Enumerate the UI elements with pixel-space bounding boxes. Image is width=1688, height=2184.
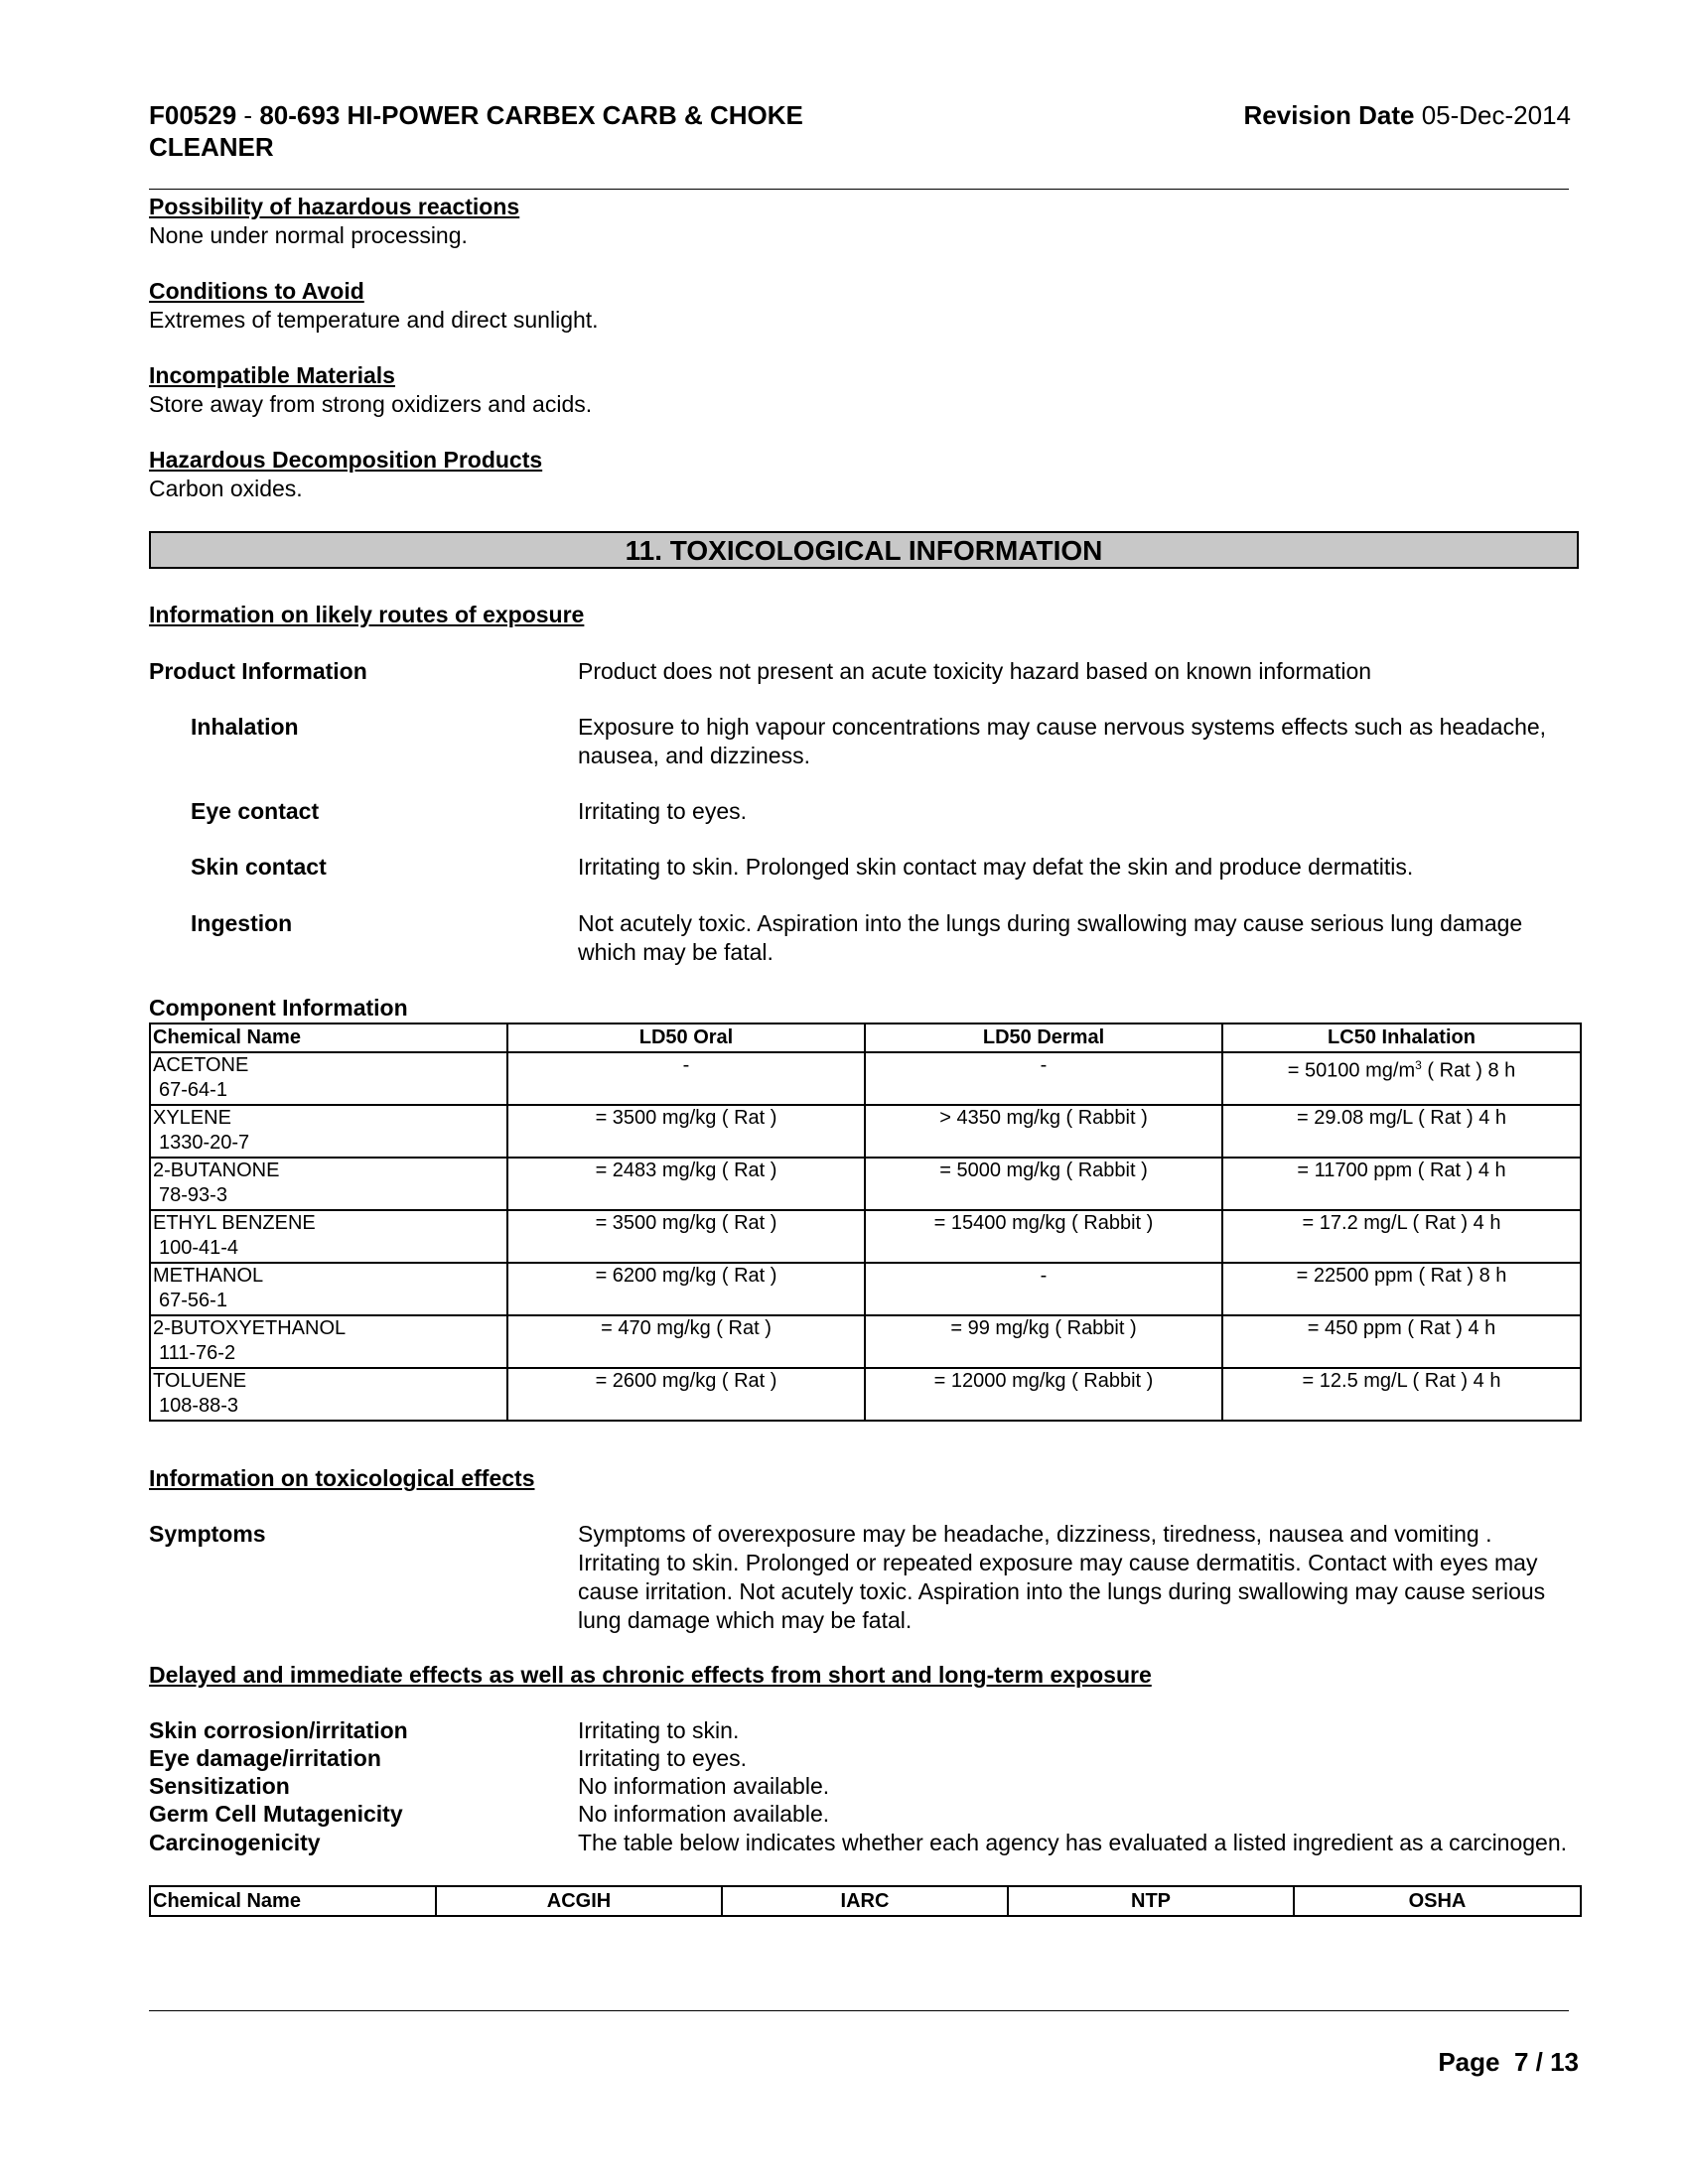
component-toxicity-table xyxy=(149,1023,1582,1422)
column-header: LC50 Inhalation xyxy=(1222,1024,1581,1052)
ld50-oral-cell: = 2483 mg/kg ( Rat ) xyxy=(507,1158,865,1210)
chemical-cell xyxy=(150,1315,507,1368)
document-title xyxy=(149,99,923,163)
incompatible-materials-text: Store away from strong oxidizers and acids. xyxy=(149,391,593,417)
ld50-oral-cell: = 2600 mg/kg ( Rat ) xyxy=(507,1368,865,1421)
column-header: ACGIH xyxy=(436,1886,722,1916)
cas-number: 100-41-4 xyxy=(159,1237,239,1259)
column-header: LD50 Oral xyxy=(507,1024,865,1052)
footer-divider xyxy=(149,2010,1569,2011)
lc50-qualifier: ( Rat ) 8 h xyxy=(1421,1059,1516,1082)
carcinogenicity-label: Carcinogenicity xyxy=(149,1830,321,1855)
carcinogenicity-text: The table below indicates whether each agency has evaluated a listed ingredient as a carcinogen. xyxy=(578,1830,1568,1855)
eye-contact-text: Irritating to eyes. xyxy=(578,798,748,824)
page-number xyxy=(1438,2047,1579,2078)
sensitization-text: No information available. xyxy=(578,1773,830,1799)
routes-of-exposure-heading: Information on likely routes of exposure xyxy=(149,602,585,627)
inhalation-text: Exposure to high vapour concentrations may cause nervous systems effects such as headache, nausea, and dizziness. xyxy=(578,714,1547,768)
product-code: F00529 xyxy=(149,100,237,130)
revision-label: Revision Date xyxy=(1243,100,1415,130)
ld50-dermal-cell: > 4350 mg/kg ( Rabbit ) xyxy=(865,1105,1222,1158)
column-header: IARC xyxy=(722,1886,1008,1916)
eye-damage-text: Irritating to eyes. xyxy=(578,1745,748,1771)
cas-number: 67-56-1 xyxy=(159,1290,227,1311)
product-information-text: Product does not present an acute toxicity hazard based on known information xyxy=(578,658,1372,684)
chemical-name: TOLUENE xyxy=(153,1370,247,1392)
symptoms-text: Symptoms of overexposure may be headache, dizziness, tiredness, nausea and vomiting . Irritating to skin. Prolonged or repeated exposure may cause dermatitis. Contact with eyes may cause irritation. Not acutely toxic. Aspiration into the lungs during swallowing may cause serious lung damage which may be fatal. xyxy=(578,1521,1546,1633)
lc50-inhalation-cell: = 450 ppm ( Rat ) 4 h xyxy=(1222,1315,1581,1368)
column-header: OSHA xyxy=(1294,1886,1581,1916)
ld50-oral-cell: - xyxy=(507,1052,865,1105)
ld50-dermal-cell: = 12000 mg/kg ( Rabbit ) xyxy=(865,1368,1222,1421)
column-header: Chemical Name xyxy=(150,1886,436,1916)
cas-number: 67-64-1 xyxy=(159,1079,227,1101)
table-header-row xyxy=(150,1886,1581,1916)
ingestion-label: Ingestion xyxy=(191,910,293,936)
column-header: LD50 Dermal xyxy=(865,1024,1222,1052)
symptoms-label: Symptoms xyxy=(149,1521,266,1547)
chemical-cell xyxy=(150,1210,507,1263)
skin-corrosion-label: Skin corrosion/irritation xyxy=(149,1717,408,1743)
product-name: 80-693 HI-POWER CARBEX CARB & CHOKE CLEANER xyxy=(149,100,803,162)
cas-number: 108-88-3 xyxy=(159,1395,239,1417)
header-divider xyxy=(149,189,1569,190)
chemical-cell xyxy=(150,1052,507,1105)
toxicological-effects-heading: Information on toxicological effects xyxy=(149,1465,535,1491)
ld50-dermal-cell: = 5000 mg/kg ( Rabbit ) xyxy=(865,1158,1222,1210)
chemical-cell xyxy=(150,1105,507,1158)
eye-contact-label: Eye contact xyxy=(191,798,320,824)
carcinogenicity-table xyxy=(149,1885,1582,1917)
page-label: Page xyxy=(1438,2047,1500,2077)
table-row xyxy=(150,1368,1581,1421)
ingestion-text: Not acutely toxic. Aspiration into the lungs during swallowing may cause serious lung damage which may be fatal. xyxy=(578,910,1523,965)
lc50-inhalation-cell: = 29.08 mg/L ( Rat ) 4 h xyxy=(1222,1105,1581,1158)
ld50-dermal-cell: = 99 mg/kg ( Rabbit ) xyxy=(865,1315,1222,1368)
lc50-value: = 50100 mg/m xyxy=(1287,1059,1416,1082)
skin-contact-label: Skin contact xyxy=(191,854,327,880)
inhalation-label: Inhalation xyxy=(191,714,299,740)
ld50-oral-cell: = 3500 mg/kg ( Rat ) xyxy=(507,1210,865,1263)
table-row xyxy=(150,1210,1581,1263)
chemical-cell xyxy=(150,1263,507,1315)
component-information-heading: Component Information xyxy=(149,995,408,1021)
lc50-inhalation-cell xyxy=(1222,1052,1581,1105)
chemical-name: XYLENE xyxy=(153,1107,231,1129)
lc50-inhalation-cell: = 11700 ppm ( Rat ) 4 h xyxy=(1222,1158,1581,1210)
column-header: Chemical Name xyxy=(150,1024,507,1052)
title-separator: - xyxy=(243,100,253,130)
hazardous-reactions-heading: Possibility of hazardous reactions xyxy=(149,194,520,219)
germ-cell-mutagenicity-text: No information available. xyxy=(578,1801,830,1827)
column-header: NTP xyxy=(1008,1886,1294,1916)
page-value: 7 / 13 xyxy=(1513,2047,1579,2077)
decomposition-products-text: Carbon oxides. xyxy=(149,476,303,501)
ld50-oral-cell: = 470 mg/kg ( Rat ) xyxy=(507,1315,865,1368)
revision-value: 05-Dec-2014 xyxy=(1421,100,1571,130)
ld50-oral-cell: = 6200 mg/kg ( Rat ) xyxy=(507,1263,865,1315)
chemical-name: ACETONE xyxy=(153,1054,249,1076)
table-row xyxy=(150,1263,1581,1315)
sensitization-label: Sensitization xyxy=(149,1773,290,1799)
germ-cell-mutagenicity-label: Germ Cell Mutagenicity xyxy=(149,1801,403,1827)
product-information-label: Product Information xyxy=(149,658,367,684)
chemical-cell xyxy=(150,1368,507,1421)
superscript-3: 3 xyxy=(1415,1058,1422,1072)
lc50-inhalation-cell: = 17.2 mg/L ( Rat ) 4 h xyxy=(1222,1210,1581,1263)
table-row xyxy=(150,1105,1581,1158)
table-row xyxy=(150,1052,1581,1105)
revision-date xyxy=(1244,99,1572,131)
hazardous-reactions-text: None under normal processing. xyxy=(149,222,468,248)
conditions-to-avoid-heading: Conditions to Avoid xyxy=(149,278,364,304)
section-11-banner: 11. TOXICOLOGICAL INFORMATION xyxy=(149,531,1579,569)
ld50-dermal-cell: - xyxy=(865,1052,1222,1105)
chemical-cell xyxy=(150,1158,507,1210)
chemical-name: 2-BUTOXYETHANOL xyxy=(153,1317,347,1339)
lc50-inhalation-cell: = 12.5 mg/L ( Rat ) 4 h xyxy=(1222,1368,1581,1421)
lc50-inhalation-cell: = 22500 ppm ( Rat ) 8 h xyxy=(1222,1263,1581,1315)
cas-number: 1330-20-7 xyxy=(159,1132,250,1154)
chemical-name: 2-BUTANONE xyxy=(153,1160,280,1181)
ld50-dermal-cell: = 15400 mg/kg ( Rabbit ) xyxy=(865,1210,1222,1263)
table-header-row xyxy=(150,1024,1581,1052)
table-row xyxy=(150,1315,1581,1368)
chemical-name: ETHYL BENZENE xyxy=(153,1212,316,1234)
cas-number: 111-76-2 xyxy=(159,1342,236,1364)
chemical-name: METHANOL xyxy=(153,1265,264,1287)
cas-number: 78-93-3 xyxy=(159,1184,227,1206)
decomposition-products-heading: Hazardous Decomposition Products xyxy=(149,447,543,473)
skin-corrosion-text: Irritating to skin. xyxy=(578,1717,740,1743)
eye-damage-label: Eye damage/irritation xyxy=(149,1745,381,1771)
table-row xyxy=(150,1158,1581,1210)
delayed-effects-heading: Delayed and immediate effects as well as chronic effects from short and long-term exposure xyxy=(149,1662,1152,1688)
skin-contact-text: Irritating to skin. Prolonged skin contact may defat the skin and produce dermatitis. xyxy=(578,854,1414,880)
conditions-to-avoid-text: Extremes of temperature and direct sunlight. xyxy=(149,307,599,333)
ld50-oral-cell: = 3500 mg/kg ( Rat ) xyxy=(507,1105,865,1158)
incompatible-materials-heading: Incompatible Materials xyxy=(149,362,395,388)
ld50-dermal-cell: - xyxy=(865,1263,1222,1315)
